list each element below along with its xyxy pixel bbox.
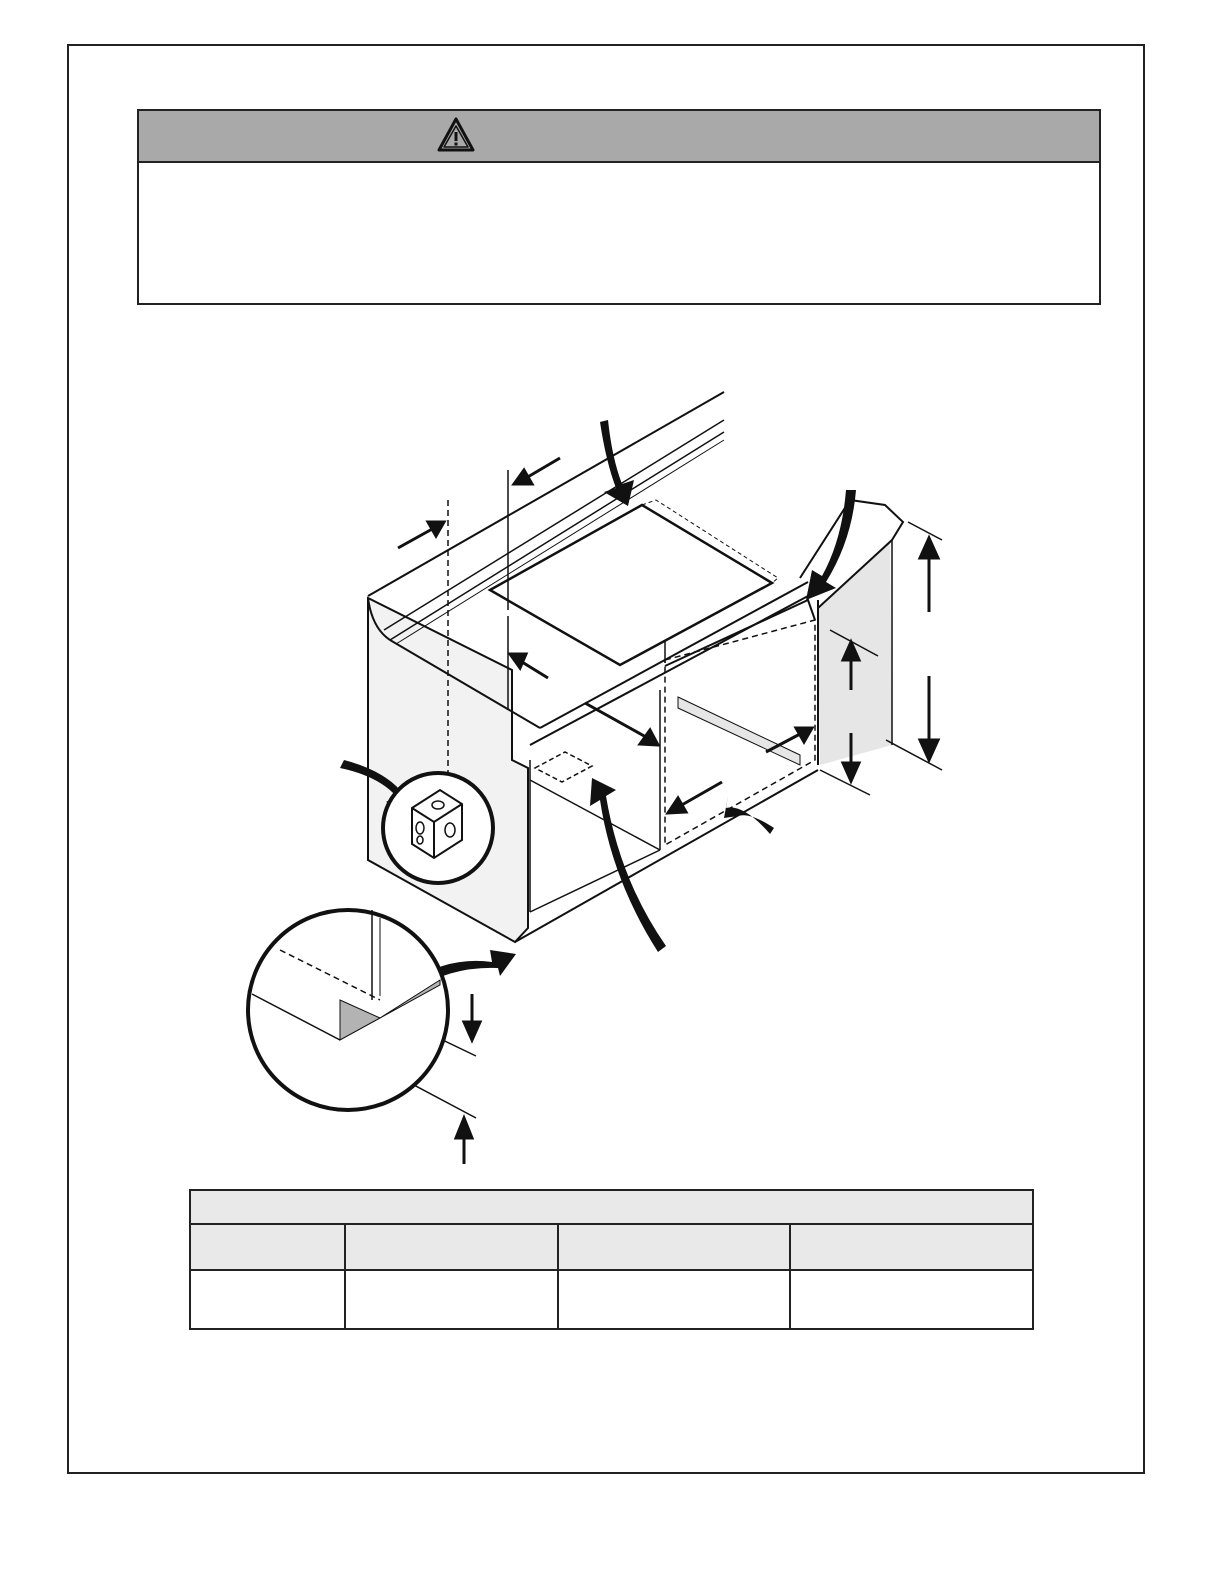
spec-table-header-cell [559,1225,791,1269]
cooktop-cutout [490,505,772,665]
spec-table [189,1189,1034,1330]
dimension-arrowhead-d [640,730,658,745]
spec-table-header-cell [191,1225,346,1269]
dimension-arrowhead-k [464,1022,480,1040]
dimension-arrowhead-a [428,522,444,536]
spec-table-cell [191,1271,346,1330]
spec-table-header-cell [346,1225,559,1269]
floor-cutout-dashed [535,752,592,782]
dimension-arrowhead-j [920,740,938,760]
dimension-arrow-a [398,528,434,548]
dimension-arrowhead-f [796,728,812,742]
cabinet-floor-line [530,850,660,912]
oven-shelf [678,697,800,765]
dimension-arrow-c [522,662,548,678]
spec-table-header-cell [791,1225,1034,1269]
spec-table-title [191,1191,1032,1225]
dimension-arrowhead-h [843,763,859,781]
dimension-arrow-b [526,458,560,478]
spec-table-cell [791,1271,1034,1330]
spec-table-cell [559,1271,791,1330]
spec-table-cell [346,1271,559,1330]
dimension-arrowhead-b [514,470,532,484]
oven-callout-arrow [724,796,774,834]
spec-table-row [191,1271,1032,1330]
dimension-arrowhead-c [510,654,526,668]
dimension-arrowhead-l [456,1118,472,1138]
extension-line-4 [820,770,870,795]
extension-line-1 [908,522,942,540]
dimension-arrowhead-i [920,538,938,558]
dimension-arrow-e [680,782,722,806]
dimension-arrowhead-e [668,798,686,813]
spec-table-header-row [191,1225,1032,1271]
dimension-arrow-d [585,703,646,737]
